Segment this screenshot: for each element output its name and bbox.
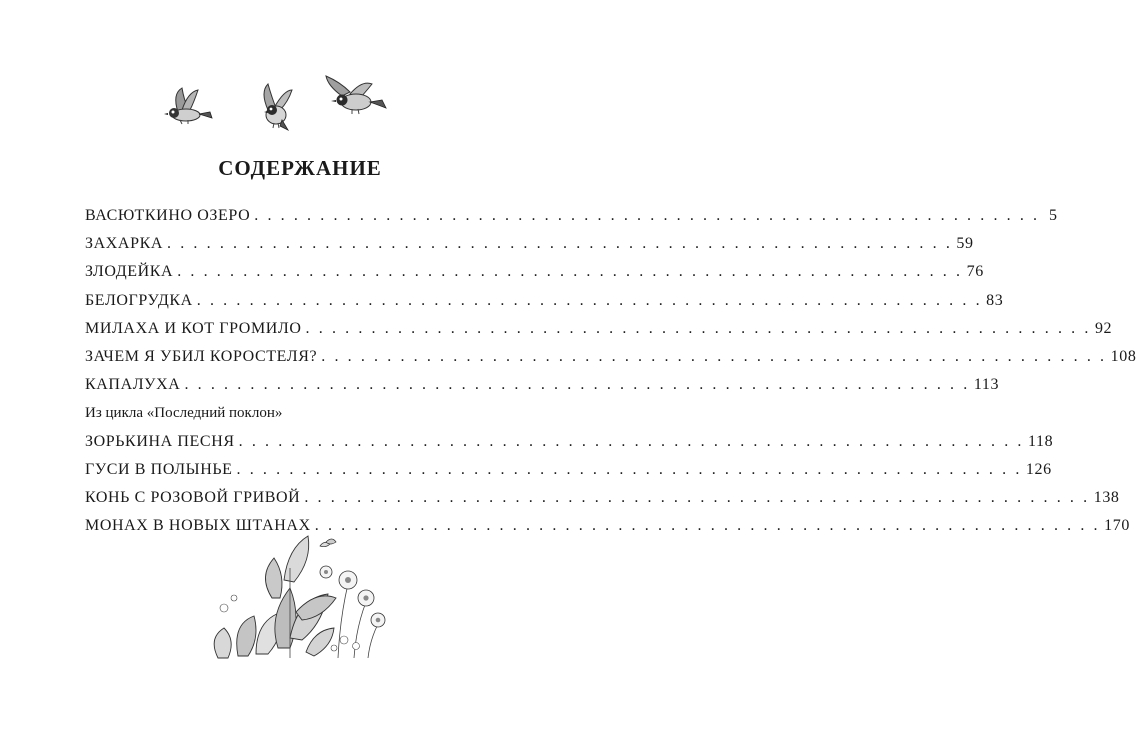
toc-entry xyxy=(85,484,1120,512)
bird-middle-icon xyxy=(250,82,306,132)
toc-leader-dots: . . . . . . . . . . . . . . . . . . . . . . . . . . . . . . . . . . . . . . . . . . . . . . . . . . . . . . . . . . . . xyxy=(196,291,983,309)
toc-leader-dots: . . . . . . . . . . . . . . . . . . . . . . . . . . . . . . . . . . . . . . . . . . . . . . . . . . . . . . . . . . . . xyxy=(304,488,1090,506)
toc-leader-dots: . . . . . . . . . . . . . . . . . . . . . . . . . . . . . . . . . . . . . . . . . . . . . . . . . . . . . . . . . . . . xyxy=(238,432,1025,450)
toc-page-number: 76 xyxy=(966,263,984,281)
toc-entry-title: МИЛАХА И КОТ ГРОМИЛО xyxy=(85,319,302,337)
toc-entry xyxy=(85,202,1058,230)
toc-page-number: 138 xyxy=(1093,488,1120,506)
toc-entry-title: ГУСИ В ПОЛЫНЬЕ xyxy=(85,460,233,478)
toc-leader-dots: . . . . . . . . . . . . . . . . . . . . . . . . . . . . . . . . . . . . . . . . . . . . . . . . . . . . . . . . . . . . xyxy=(184,376,970,394)
three-birds-icon xyxy=(150,72,450,142)
toc-entry xyxy=(85,371,1000,399)
toc-leader-dots: . . . . . . . . . . . . . . . . . . . . . . . . . . . . . . . . . . . . . . . . . . . . . . . . . . . . . . . . . . . . xyxy=(177,263,963,281)
toc-entry xyxy=(85,258,984,286)
toc-section-heading xyxy=(85,399,497,427)
toc-entry-title: КОНЬ С РОЗОВОЙ ГРИВОЙ xyxy=(85,488,301,506)
toc-entry-title: ЗЛОДЕЙКА xyxy=(85,263,174,281)
toc-entry-title: КАПАЛУХА xyxy=(85,376,181,394)
bird-right-icon xyxy=(322,74,392,122)
toc-entry xyxy=(85,315,1113,343)
toc-page-number: 170 xyxy=(1104,517,1130,535)
toc-page-number: 108 xyxy=(1110,347,1136,365)
bird-left-icon xyxy=(158,86,218,128)
toc-leader-dots: . . . . . . . . . . . . . . . . . . . . . . . . . . . . . . . . . . . . . . . . . . . . . . . . . . . . . . . . . . . . xyxy=(305,319,1091,337)
page-title: СОДЕРЖАНИЕ xyxy=(218,156,382,180)
wildflowers-illustration xyxy=(198,528,398,663)
toc-leader-dots: . . . . . . . . . . . . . . . . . . . . . . . . . . . . . . . . . . . . . . . . . . . . . . . . . . . . . . . . . . . . xyxy=(321,347,1107,365)
toc-entry-title: ЗАЧЕМ Я УБИЛ КОРОСТЕЛЯ? xyxy=(85,347,318,365)
toc-entry xyxy=(85,456,1052,484)
toc-page-number: 5 xyxy=(1049,207,1058,224)
toc-entry-title: ЗОРЬКИНА ПЕСНЯ xyxy=(85,432,235,450)
toc-entry-title: МОНАХ В НОВЫХ ШТАНАХ xyxy=(85,517,311,535)
toc-entry xyxy=(85,230,974,258)
table-of-contents xyxy=(85,202,1136,540)
toc-entry xyxy=(85,428,1054,456)
toc-page-number: 83 xyxy=(986,291,1004,309)
toc-leader-dots: . . . . . . . . . . . . . . . . . . . . . . . . . . . . . . . . . . . . . . . . . . . . . . . . . . . . . . . . . . . . xyxy=(236,460,1022,478)
toc-leader-dots: . . . . . . . . . . . . . . . . . . . . . . . . . . . . . . . . . . . . . . . . . . . . . . . . . . . . . . . . . . . . xyxy=(167,235,953,253)
toc-entry-title: ВАСЮТКИНО ОЗЕРО xyxy=(85,207,251,224)
toc-page-number: 113 xyxy=(973,376,1000,394)
toc-page-number: 92 xyxy=(1094,319,1113,337)
toc-page-number: 126 xyxy=(1025,460,1052,478)
toc-entry xyxy=(85,287,1004,315)
toc-entry-title: БЕЛОГРУДКА xyxy=(85,291,193,309)
toc-leader-dots: . . . . . . . . . . . . . . . . . . . . . . . . . . . . . . . . . . . . . . . . . . . . . . . . . . . . . . . . . . . . xyxy=(254,207,1040,224)
toc-page-number: 118 xyxy=(1028,432,1054,450)
toc-leader-dots: . . . . . . . . . . . . . . . . . . . . . . . . . . . . . . . . . . . . . . . . . . . . . . . . . . . . . . . . . . . . xyxy=(314,517,1101,535)
toc-entry xyxy=(85,343,1136,371)
toc-entry-title: Из цикла «Последний поклон» xyxy=(85,405,283,422)
toc-entry-title: ЗАХАРКА xyxy=(85,235,164,253)
toc-page-number: 59 xyxy=(956,235,974,253)
